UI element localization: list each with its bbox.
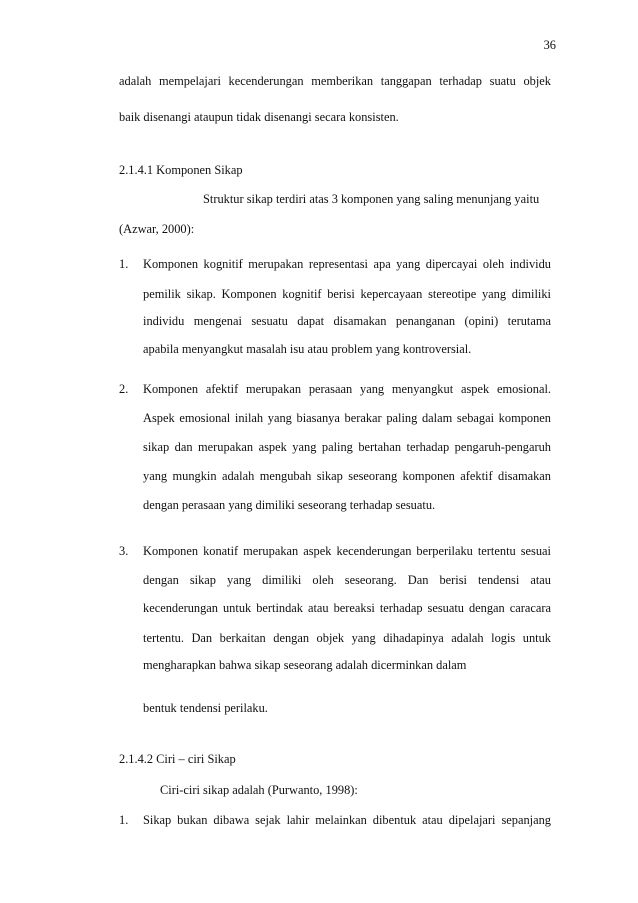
- list-item-line: individu mengenai sesuatu dapat disamakan penanganan (opini) terutama: [143, 314, 551, 328]
- list-item-number: 1.: [119, 257, 129, 271]
- list-item-line: Aspek emosional inilah yang biasanya berakar paling dalam sebagai komponen: [143, 411, 551, 425]
- list-item-line: Komponen konatif merupakan aspek kecenderungan berperilaku tertentu sesuai: [143, 544, 551, 558]
- list-item-line: tertentu. Dan berkaitan dengan objek yang dihadapinya adalah logis untuk: [143, 631, 551, 645]
- list-item-line: apabila menyangkut masalah isu atau problem yang kontroversial.: [143, 342, 472, 356]
- list-item-line: Sikap bukan dibawa sejak lahir melainkan dibentuk atau dipelajari sepanjang: [143, 813, 551, 827]
- intro-line-1: adalah mempelajari kecenderungan memberikan tanggapan terhadap suatu objek: [119, 74, 551, 88]
- list-item-number: 1.: [119, 813, 129, 827]
- section-lead: Ciri-ciri sikap adalah (Purwanto, 1998):: [160, 783, 358, 797]
- section-lead-line-2: (Azwar, 2000):: [119, 222, 195, 236]
- list-item-line: pemilik sikap. Komponen kognitif berisi kepercayaan stereotipe yang dimiliki: [143, 287, 551, 301]
- list-item-line: Komponen afektif merupakan perasaan yang menyangkut aspek emosional.: [143, 382, 551, 396]
- page-number: 36: [543, 38, 556, 52]
- list-item-line: mengharapkan bahwa sikap seseorang adalah dicerminkan dalam: [143, 658, 467, 672]
- list-item-line: Komponen kognitif merupakan representasi apa yang dipercayai oleh individu: [143, 257, 551, 271]
- list-item-line: kecenderungan untuk bertindak atau bereaksi terhadap sesuatu dengan caracara: [143, 601, 551, 615]
- list-item-line: yang mungkin adalah mengubah sikap seseorang komponen afektif disamakan: [143, 469, 551, 483]
- section-heading-ciri-sikap: 2.1.4.2 Ciri – ciri Sikap: [119, 752, 236, 766]
- section-heading-komponen-sikap: 2.1.4.1 Komponen Sikap: [119, 163, 243, 177]
- intro-line-2: baik disenangi ataupun tidak disenangi secara konsisten.: [119, 110, 399, 124]
- list-item-line: bentuk tendensi perilaku.: [143, 701, 268, 715]
- list-item-number: 2.: [119, 382, 129, 396]
- list-item-number: 3.: [119, 544, 129, 558]
- list-item-line: sikap dan merupakan aspek yang paling bertahan terhadap pengaruh-pengaruh: [143, 440, 551, 454]
- section-lead-line-1: Struktur sikap terdiri atas 3 komponen yang saling menunjang yaitu: [203, 192, 540, 206]
- list-item-line: dengan sikap yang dimiliki oleh seseorang. Dan berisi tendensi atau: [143, 573, 551, 587]
- list-item-line: dengan perasaan yang dimiliki seseorang terhadap sesuatu.: [143, 498, 436, 512]
